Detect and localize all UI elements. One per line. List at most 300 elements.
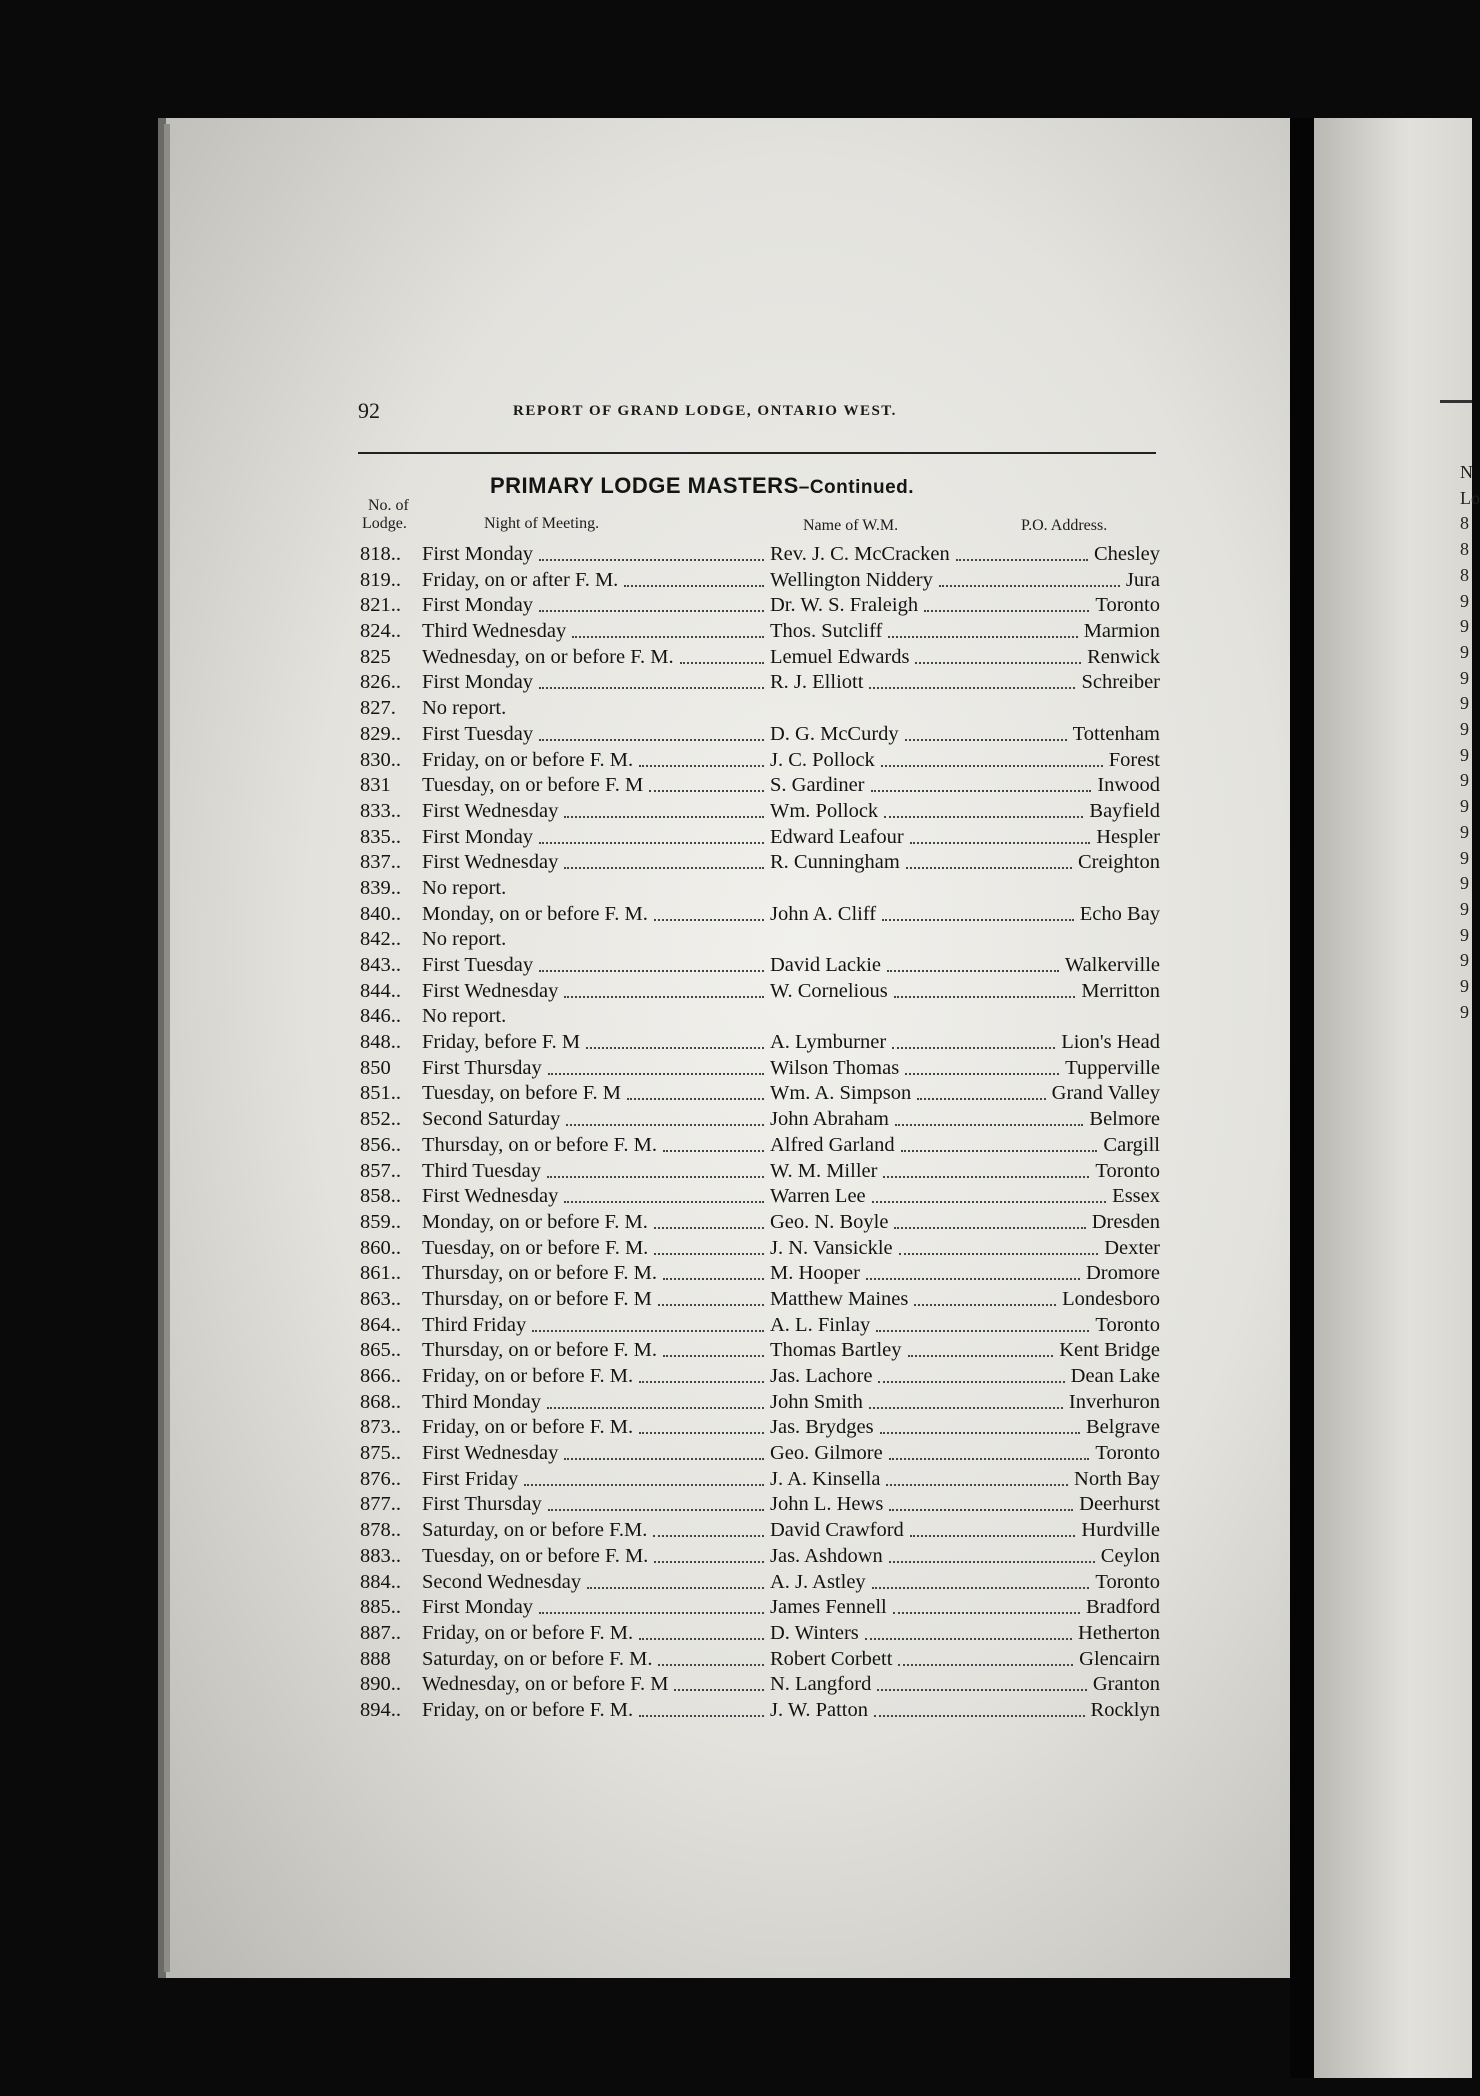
lodge-number: 856..: [360, 1133, 401, 1156]
worshipful-master-name: James Fennell: [770, 1596, 887, 1619]
worshipful-master-name: A. L. Finlay: [770, 1313, 871, 1336]
lodge-masters-table: [360, 542, 1160, 1724]
dot-leader: [886, 1484, 1068, 1486]
night-of-meeting: First Monday: [422, 825, 534, 848]
night-of-meeting: Thursday, on or before F. M.: [422, 1133, 658, 1156]
table-row: [360, 1390, 1160, 1416]
dot-leader: [908, 1355, 1053, 1357]
dot-leader: [893, 1612, 1080, 1614]
post-office-address: Merritton: [1081, 979, 1160, 1002]
dot-leader: [658, 1664, 764, 1666]
dot-leader: [539, 739, 764, 741]
dot-leader: [956, 559, 1088, 561]
right-page-fragment: 9: [1460, 847, 1469, 868]
dot-leader: [639, 1432, 764, 1434]
lodge-number: 888: [360, 1647, 391, 1670]
page-edge: [164, 124, 170, 1972]
table-row: [360, 1004, 1160, 1030]
dot-leader: [539, 687, 764, 689]
table-row: [360, 799, 1160, 825]
night-of-meeting: Thursday, on or before F. M.: [422, 1262, 658, 1285]
night-of-meeting: First Wednesday: [422, 979, 559, 1002]
night-of-meeting: Saturday, on or before F.M.: [422, 1519, 648, 1542]
worshipful-master-name: M. Hooper: [770, 1262, 860, 1285]
lodge-number: 860..: [360, 1236, 401, 1259]
dot-leader: [564, 867, 764, 869]
lodge-number: 878..: [360, 1519, 401, 1542]
worshipful-master-name: Rev. J. C. McCracken: [770, 543, 950, 565]
book-gutter: [1290, 118, 1314, 2078]
lodge-number: 859..: [360, 1210, 401, 1233]
post-office-address: Cargill: [1103, 1133, 1160, 1156]
night-of-meeting: No report.: [422, 876, 507, 899]
table-row: [360, 1184, 1160, 1210]
dot-leader: [889, 1561, 1095, 1563]
dot-leader: [649, 790, 764, 792]
table-row: [360, 670, 1160, 696]
dot-leader: [639, 1715, 764, 1717]
lodge-number: 873..: [360, 1416, 401, 1439]
post-office-address: Dresden: [1091, 1210, 1160, 1233]
table-row: [360, 1415, 1160, 1441]
post-office-address: Rocklyn: [1090, 1698, 1160, 1721]
worshipful-master-name: John L. Hews: [770, 1493, 884, 1516]
dot-leader: [905, 739, 1067, 741]
lodge-number: 833..: [360, 799, 401, 822]
dot-leader: [915, 662, 1081, 664]
worshipful-master-name: W. Cornelious: [770, 979, 888, 1002]
section-title-suffix: –Continued.: [798, 477, 915, 498]
night-of-meeting: Friday, on or before F. M.: [422, 1416, 634, 1439]
dot-leader: [910, 842, 1090, 844]
table-row: [360, 1698, 1160, 1724]
dot-leader: [524, 1484, 764, 1486]
post-office-address: Ceylon: [1100, 1544, 1160, 1567]
table-row: [360, 1287, 1160, 1313]
table-row: [360, 1492, 1160, 1518]
table-row: [360, 1056, 1160, 1082]
table-row: [360, 876, 1160, 902]
lodge-number: 876..: [360, 1467, 401, 1490]
right-page-fragment: 9: [1460, 1001, 1469, 1022]
dot-leader: [865, 1638, 1072, 1640]
dot-leader: [680, 662, 764, 664]
post-office-address: Schreiber: [1081, 671, 1160, 694]
worshipful-master-name: Wm. Pollock: [770, 799, 879, 822]
post-office-address: Deerhurst: [1079, 1493, 1160, 1516]
worshipful-master-name: Thos. Sutcliff: [770, 620, 883, 643]
lodge-number: 883..: [360, 1544, 401, 1567]
dot-leader: [564, 996, 764, 998]
table-row: [360, 1570, 1160, 1596]
lodge-number: 844..: [360, 979, 401, 1002]
right-page-fragment: 9: [1460, 616, 1469, 637]
worshipful-master-name: David Crawford: [770, 1519, 904, 1542]
night-of-meeting: Friday, on or after F. M.: [422, 568, 619, 591]
right-page-fragment: 9: [1460, 950, 1469, 971]
night-of-meeting: Friday, on or before F. M.: [422, 748, 634, 771]
lodge-number: 825: [360, 645, 391, 668]
dot-leader: [627, 1098, 764, 1100]
night-of-meeting: Third Monday: [422, 1390, 541, 1413]
worshipful-master-name: John Abraham: [770, 1108, 889, 1131]
lodge-number: 887..: [360, 1621, 401, 1644]
dot-leader: [905, 1073, 1059, 1075]
post-office-address: Toronto: [1095, 1159, 1160, 1182]
dot-leader: [906, 867, 1072, 869]
dot-leader: [639, 1638, 764, 1640]
worshipful-master-name: Lemuel Edwards: [770, 645, 910, 668]
table-row: [360, 1261, 1160, 1287]
night-of-meeting: Third Friday: [422, 1313, 527, 1336]
post-office-address: Inverhuron: [1068, 1390, 1160, 1413]
right-page-fragment: 9: [1460, 693, 1469, 714]
night-of-meeting: No report.: [422, 1005, 507, 1028]
dot-leader: [872, 1201, 1106, 1203]
post-office-address: Toronto: [1095, 594, 1160, 617]
post-office-address: Jura: [1125, 568, 1160, 591]
dot-leader: [877, 1689, 1087, 1691]
table-row: [360, 1210, 1160, 1236]
table-row: [360, 1081, 1160, 1107]
post-office-address: Echo Bay: [1079, 902, 1160, 925]
post-office-address: Toronto: [1095, 1313, 1160, 1336]
night-of-meeting: Friday, on or before F. M.: [422, 1621, 634, 1644]
table-row: [360, 748, 1160, 774]
right-page-fragment: 8: [1460, 513, 1469, 534]
dot-leader: [654, 919, 764, 921]
table-row: [360, 1647, 1160, 1673]
right-page-fragment: Lo: [1460, 487, 1480, 508]
night-of-meeting: Wednesday, on or before F. M: [422, 1673, 669, 1696]
lodge-number: 831: [360, 774, 391, 797]
table-row: [360, 593, 1160, 619]
table-row: [360, 542, 1160, 568]
night-of-meeting: Thursday, on or before F. M.: [422, 1339, 658, 1362]
night-of-meeting: First Monday: [422, 1596, 534, 1619]
night-of-meeting: First Monday: [422, 543, 534, 565]
dot-leader: [564, 1201, 764, 1203]
lodge-number: 824..: [360, 620, 401, 643]
worshipful-master-name: Edward Leafour: [770, 825, 904, 848]
post-office-address: Hurdville: [1081, 1519, 1160, 1542]
dot-leader: [547, 1407, 764, 1409]
table-row: [360, 1159, 1160, 1185]
post-office-address: Forest: [1108, 748, 1160, 771]
table-row: [360, 773, 1160, 799]
post-office-address: Tupperville: [1065, 1056, 1160, 1079]
dot-leader: [894, 996, 1075, 998]
dot-leader: [548, 1073, 764, 1075]
dot-leader: [871, 790, 1091, 792]
lodge-number: 863..: [360, 1287, 401, 1310]
dot-leader: [539, 1612, 764, 1614]
worshipful-master-name: J. C. Pollock: [770, 748, 875, 771]
right-page-fragment: 8: [1460, 564, 1469, 585]
post-office-address: Dromore: [1085, 1262, 1160, 1285]
night-of-meeting: Monday, on or before F. M.: [422, 1210, 648, 1233]
worshipful-master-name: David Lackie: [770, 954, 881, 976]
night-of-meeting: First Thursday: [422, 1056, 542, 1079]
lodge-number: 851..: [360, 1082, 401, 1105]
right-page-fragment: 9: [1460, 796, 1469, 817]
night-of-meeting: First Friday: [422, 1467, 519, 1490]
worshipful-master-name: D. G. McCurdy: [770, 722, 899, 745]
dot-leader: [639, 1381, 764, 1383]
right-page-fragment: 8: [1460, 539, 1469, 560]
dot-leader: [654, 1227, 764, 1229]
post-office-address: Belgrave: [1086, 1416, 1160, 1439]
section-title: [490, 473, 914, 499]
night-of-meeting: Friday, on or before F. M.: [422, 1365, 634, 1387]
page-number: 92: [358, 398, 380, 423]
night-of-meeting: Monday, on or before F. M.: [422, 902, 648, 925]
right-page-fragment: 9: [1460, 590, 1469, 611]
post-office-address: Hespler: [1096, 825, 1160, 848]
post-office-address: Dean Lake: [1070, 1365, 1160, 1387]
column-header-lodge: Lodge.: [362, 515, 407, 532]
post-office-address: Creighton: [1078, 851, 1160, 874]
night-of-meeting: First Wednesday: [422, 799, 559, 822]
dot-leader: [899, 1253, 1098, 1255]
table-row: [360, 645, 1160, 671]
right-page-fragment: 9: [1460, 719, 1469, 739]
dot-leader: [564, 816, 764, 818]
post-office-address: Marmion: [1083, 620, 1160, 643]
table-row: [360, 1672, 1160, 1698]
column-header-night: Night of Meeting.: [484, 515, 600, 532]
worshipful-master-name: J. N. Vansickle: [770, 1236, 893, 1259]
table-row: [360, 1441, 1160, 1467]
table-row: [360, 1338, 1160, 1364]
lodge-number: 830..: [360, 748, 401, 771]
dot-leader: [674, 1689, 764, 1691]
worshipful-master-name: R. Cunningham: [770, 851, 900, 874]
lodge-number: 864..: [360, 1313, 401, 1336]
table-row: [360, 1313, 1160, 1339]
dot-leader: [639, 765, 764, 767]
dot-leader: [654, 1561, 764, 1563]
dot-leader: [658, 1304, 764, 1306]
night-of-meeting: No report.: [422, 928, 507, 951]
dot-leader: [914, 1304, 1056, 1306]
dot-leader: [884, 816, 1083, 818]
post-office-address: Toronto: [1095, 1442, 1160, 1465]
dot-leader: [539, 842, 764, 844]
dot-leader: [539, 559, 764, 561]
page-header: [358, 398, 1158, 424]
worshipful-master-name: N. Langford: [770, 1673, 872, 1696]
lodge-number: 826..: [360, 671, 401, 694]
worshipful-master-name: R. J. Elliott: [770, 671, 864, 694]
right-page-fragment: 9: [1460, 976, 1469, 996]
right-page-fragment: N: [1460, 462, 1473, 482]
right-page-fragment: 9: [1460, 641, 1469, 662]
post-office-address: Bradford: [1085, 1596, 1160, 1619]
column-header-address: P.O. Address.: [1021, 517, 1108, 534]
post-office-address: Glencairn: [1079, 1647, 1160, 1670]
night-of-meeting: Friday, before F. M: [422, 1031, 581, 1054]
dot-leader: [889, 1509, 1073, 1511]
table-row: [360, 619, 1160, 645]
post-office-address: Londesboro: [1062, 1287, 1160, 1310]
night-of-meeting: First Tuesday: [422, 722, 534, 745]
worshipful-master-name: D. Winters: [770, 1621, 859, 1644]
night-of-meeting: Tuesday, on before F. M: [422, 1082, 621, 1105]
dot-leader: [888, 636, 1078, 638]
dot-leader: [539, 610, 764, 612]
post-office-address: Renwick: [1087, 645, 1160, 668]
lodge-number: 866..: [360, 1365, 401, 1387]
dot-leader: [866, 1278, 1080, 1280]
worshipful-master-name: J. A. Kinsella: [770, 1467, 881, 1490]
dot-leader: [881, 765, 1103, 767]
post-office-address: Inwood: [1097, 774, 1160, 797]
dot-leader: [882, 919, 1074, 921]
worshipful-master-name: Wellington Niddery: [770, 568, 933, 591]
lodge-number: 835..: [360, 825, 401, 848]
lodge-number: 890..: [360, 1673, 401, 1696]
night-of-meeting: Third Wednesday: [422, 620, 567, 643]
lodge-number: 839..: [360, 876, 401, 899]
table-row: [360, 696, 1160, 722]
table-row: [360, 1518, 1160, 1544]
table-row: [360, 568, 1160, 594]
night-of-meeting: First Thursday: [422, 1493, 542, 1516]
right-page-fragment: 9: [1460, 744, 1469, 765]
night-of-meeting: Wednesday, on or before F. M.: [422, 645, 674, 668]
lodge-number: 894..: [360, 1698, 401, 1721]
lodge-number: 861..: [360, 1262, 401, 1285]
post-office-address: North Bay: [1074, 1467, 1160, 1490]
worshipful-master-name: Thomas Bartley: [770, 1339, 902, 1362]
right-page-fragment: 9: [1460, 667, 1469, 688]
night-of-meeting: Second Wednesday: [422, 1570, 582, 1593]
post-office-address: Toronto: [1095, 1570, 1160, 1593]
post-office-address: Tottenham: [1072, 722, 1160, 745]
lodge-number: 843..: [360, 954, 401, 976]
night-of-meeting: First Tuesday: [422, 954, 534, 976]
dot-leader: [910, 1535, 1075, 1537]
night-of-meeting: First Wednesday: [422, 851, 559, 874]
dot-leader: [917, 1098, 1046, 1100]
right-page-fragment: 9: [1460, 924, 1469, 945]
dot-leader: [564, 1458, 764, 1460]
dot-leader: [624, 585, 764, 587]
header-rule: [358, 452, 1156, 454]
dot-leader: [572, 636, 764, 638]
table-row: [360, 1595, 1160, 1621]
lodge-number: 819..: [360, 568, 401, 591]
worshipful-master-name: A. Lymburner: [770, 1031, 887, 1054]
dot-leader: [889, 1458, 1089, 1460]
lodge-number: 850: [360, 1056, 391, 1079]
dot-leader: [876, 1330, 1089, 1332]
worshipful-master-name: Jas. Ashdown: [770, 1544, 883, 1567]
column-header-name: Name of W.M.: [803, 517, 899, 534]
night-of-meeting: Tuesday, on or before F. M: [422, 774, 644, 797]
post-office-address: Dexter: [1104, 1236, 1160, 1259]
worshipful-master-name: Jas. Lachore: [770, 1365, 873, 1387]
night-of-meeting: First Wednesday: [422, 1442, 559, 1465]
night-of-meeting: First Monday: [422, 594, 534, 617]
worshipful-master-name: W. M. Miller: [770, 1159, 878, 1182]
dot-leader: [539, 970, 764, 972]
post-office-address: Granton: [1092, 1673, 1160, 1696]
worshipful-master-name: John Smith: [770, 1390, 863, 1413]
worshipful-master-name: Robert Corbett: [770, 1647, 893, 1670]
night-of-meeting: Tuesday, on or before F. M.: [422, 1236, 649, 1259]
night-of-meeting: Second Saturday: [422, 1108, 561, 1131]
worshipful-master-name: Wilson Thomas: [770, 1056, 900, 1079]
dot-leader: [566, 1124, 764, 1126]
worshipful-master-name: Warren Lee: [770, 1185, 866, 1208]
dot-leader: [894, 1227, 1086, 1229]
lodge-number: 837..: [360, 851, 401, 874]
lodge-number: 848..: [360, 1031, 401, 1054]
post-office-address: Bayfield: [1089, 799, 1160, 822]
night-of-meeting: Third Tuesday: [422, 1159, 542, 1182]
table-row: [360, 1544, 1160, 1570]
table-row: [360, 1621, 1160, 1647]
night-of-meeting: Friday, on or before F. M.: [422, 1698, 634, 1721]
night-of-meeting: First Monday: [422, 671, 534, 694]
night-of-meeting: Tuesday, on or before F. M.: [422, 1544, 649, 1567]
post-office-address: Hetherton: [1078, 1621, 1160, 1644]
worshipful-master-name: Jas. Brydges: [770, 1416, 874, 1439]
lodge-number: 877..: [360, 1493, 401, 1516]
worshipful-master-name: S. Gardiner: [770, 774, 865, 797]
worshipful-master-name: Geo. Gilmore: [770, 1442, 883, 1465]
dot-leader: [872, 1587, 1089, 1589]
dot-leader: [663, 1355, 764, 1357]
post-office-address: Essex: [1112, 1185, 1160, 1208]
lodge-number: 884..: [360, 1570, 401, 1593]
lodge-number: 829..: [360, 722, 401, 745]
night-of-meeting: Thursday, on or before F. M: [422, 1287, 652, 1310]
lodge-number: 858..: [360, 1185, 401, 1208]
dot-leader: [892, 1047, 1055, 1049]
worshipful-master-name: Matthew Maines: [770, 1287, 909, 1310]
right-page-rule: [1440, 400, 1472, 403]
dot-leader: [587, 1587, 764, 1589]
night-of-meeting: No report.: [422, 697, 507, 720]
lodge-number: 840..: [360, 902, 401, 925]
running-title: REPORT OF GRAND LODGE, ONTARIO WEST.: [513, 403, 897, 419]
dot-leader: [924, 610, 1089, 612]
night-of-meeting: Saturday, on or before F. M.: [422, 1647, 653, 1670]
book-page-right: [1314, 118, 1480, 2078]
dot-leader: [939, 585, 1120, 587]
lodge-number: 868..: [360, 1390, 401, 1413]
dot-leader: [898, 1664, 1073, 1666]
table-row: [360, 1467, 1160, 1493]
lodge-number: 846..: [360, 1005, 401, 1028]
dot-leader: [883, 1176, 1089, 1178]
table-row: [360, 902, 1160, 928]
post-office-address: Walkerville: [1064, 954, 1160, 976]
post-office-address: Grand Valley: [1051, 1082, 1160, 1105]
post-office-address: Kent Bridge: [1059, 1339, 1160, 1362]
dot-leader: [874, 1715, 1085, 1717]
worshipful-master-name: Dr. W. S. Fraleigh: [770, 594, 919, 617]
lodge-number: 821..: [360, 594, 401, 617]
table-row: [360, 979, 1160, 1005]
dot-leader: [547, 1176, 764, 1178]
worshipful-master-name: Wm. A. Simpson: [770, 1082, 912, 1105]
lodge-number: 885..: [360, 1596, 401, 1619]
dot-leader: [663, 1150, 764, 1152]
